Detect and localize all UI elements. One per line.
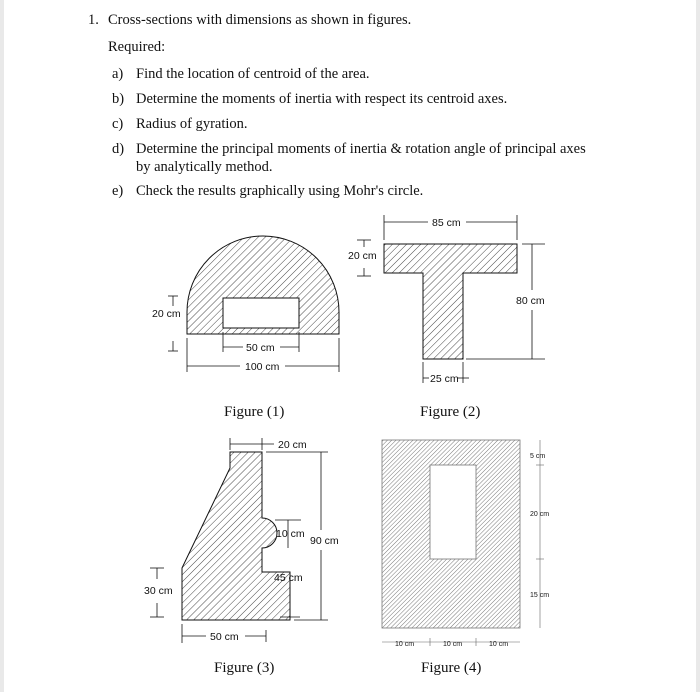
item-text-b: Determine the moments of inertia with respect its centroid axes. xyxy=(136,91,508,107)
fig4-caption: Figure (4) xyxy=(421,660,482,676)
fig2-dim-top-width: 85 cm xyxy=(432,217,461,229)
item-letter-a: a) xyxy=(112,66,124,82)
fig2-dim-flange-thickness: 20 cm xyxy=(348,250,377,262)
fig1-dim-left-height: 20 cm xyxy=(152,308,181,320)
figure-2 xyxy=(348,215,545,420)
item-letter-e: e) xyxy=(112,183,124,199)
problem-number: 1. xyxy=(88,12,99,28)
item-text-e: Check the results graphically using Mohr's circle. xyxy=(136,183,424,199)
fig2-section-shape xyxy=(384,244,517,359)
item-letter-d: d) xyxy=(112,141,125,157)
fig1-inner-hole xyxy=(223,298,299,328)
item-text-d: Determine the principal moments of inertia & rotation angle of principal axes xyxy=(136,141,586,157)
figure-1 xyxy=(152,236,339,420)
item-text-c: Radius of gyration. xyxy=(136,116,248,132)
fig1-dim-outer-width: 100 cm xyxy=(245,361,280,373)
fig4-dim-left-margin: 10 cm xyxy=(395,641,415,648)
item-letter-c: c) xyxy=(112,116,124,132)
required-label: Required: xyxy=(108,39,166,55)
fig1-dim-inner-width: 50 cm xyxy=(246,342,275,354)
fig4-dim-top-margin: 5 cm xyxy=(530,453,546,460)
problem-statement: Cross-sections with dimensions as shown in figures. xyxy=(108,12,412,28)
fig4-dim-hole-height: 20 cm xyxy=(530,511,550,518)
fig2-dim-web-width: 25 cm xyxy=(430,373,459,385)
fig4-inner-hole xyxy=(430,465,476,559)
fig3-caption: Figure (3) xyxy=(214,660,275,676)
fig3-dim-right-height: 90 cm xyxy=(310,535,339,547)
figure-3 xyxy=(144,438,339,676)
item-text-d-cont: by analytically method. xyxy=(136,159,273,175)
fig3-dim-bottom-width: 50 cm xyxy=(210,631,239,643)
fig2-dim-total-height: 80 cm xyxy=(516,295,545,307)
fig3-section-shape xyxy=(182,452,290,620)
item-letter-b: b) xyxy=(112,91,125,107)
fig3-dim-radius: 10 cm xyxy=(276,528,305,540)
fig4-dim-hole-width: 10 cm xyxy=(443,641,463,648)
item-text-a: Find the location of centroid of the area. xyxy=(136,66,370,82)
fig3-dim-left-height: 30 cm xyxy=(144,585,173,597)
fig3-dim-inner-height: 45 cm xyxy=(274,572,303,584)
fig1-caption: Figure (1) xyxy=(224,404,285,420)
fig3-dim-top-width: 20 cm xyxy=(278,439,307,451)
fig4-dim-right-margin: 10 cm xyxy=(489,641,509,648)
fig2-caption: Figure (2) xyxy=(420,404,481,420)
fig4-dim-bottom-margin: 15 cm xyxy=(530,592,550,599)
figure-4 xyxy=(382,440,549,676)
